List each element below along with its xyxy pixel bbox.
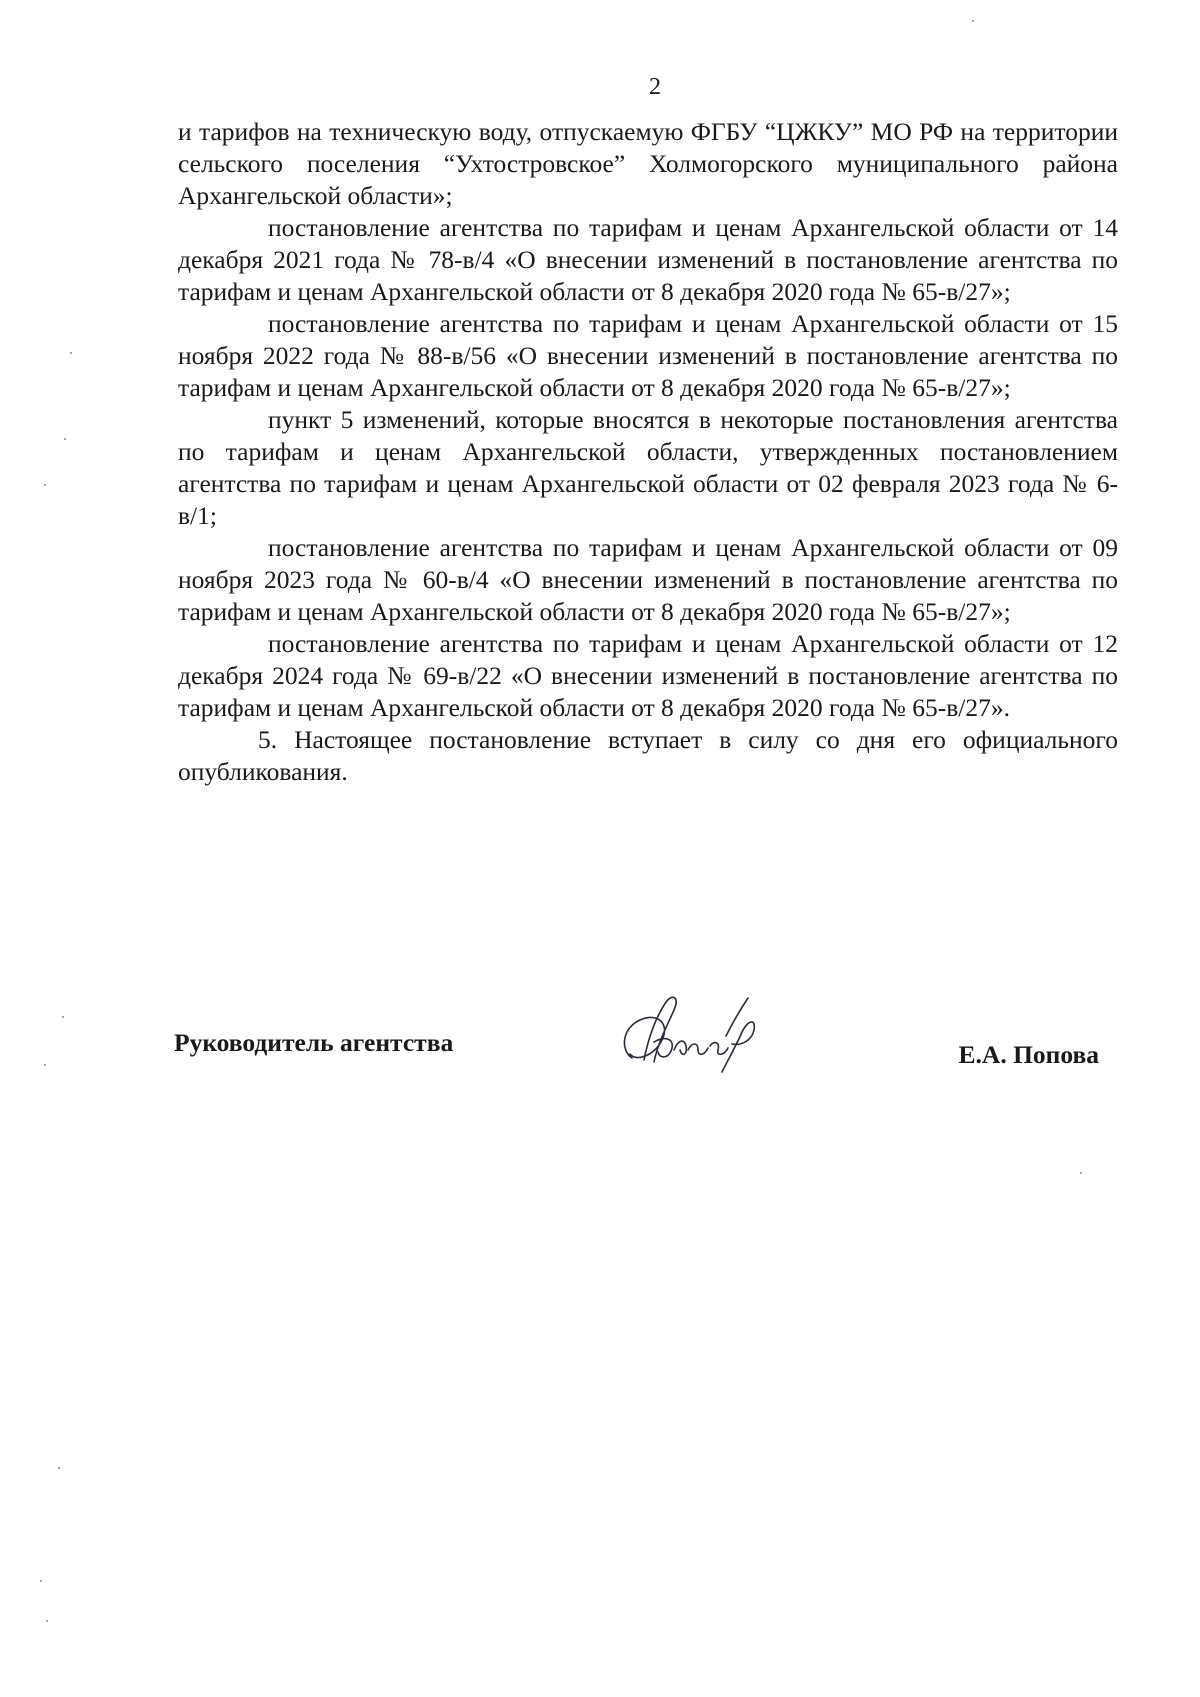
paragraph-resolution-2024: постановление агентства по тарифам и ценам Архангельской области от 12 декабря 2024 года № 69-в/22 «О внесении изменений в постановление агентства по тарифам и ценам Архангельской области от 8 декабря 2020 года № 65-в/27».: [178, 629, 1118, 722]
scan-speck: [70, 352, 72, 354]
scan-speck: [40, 1580, 42, 1582]
scan-speck: [58, 1467, 60, 1469]
handwritten-signature: [614, 980, 774, 1090]
paragraph-resolution-2023: постановление агентства по тарифам и ценам Архангельской области от 09 ноября 2023 года № 60-в/4 «О внесении изменений в постановление агентства по тарифам и ценам Архангельской области от 8 декабря 2020 года № 65-в/27»;: [178, 533, 1118, 626]
scan-speck: [972, 20, 974, 22]
scan-speck: [64, 438, 66, 440]
signatory-name: Е.А. Попова: [958, 1040, 1099, 1069]
scan-speck: [44, 1064, 46, 1066]
paragraph-resolution-2021: постановление агентства по тарифам и ценам Архангельской области от 14 декабря 2021 года № 78-в/4 «О внесении изменений в постановление агентства по тарифам и ценам Архангельской области от 8 декабря 2020 года № 65-в/27»;: [178, 213, 1118, 306]
scan-speck: [62, 1016, 64, 1018]
paragraph-clause-5-2023: пункт 5 изменений, которые вносятся в некоторые постановления агентства по тарифам и ценам Архангельской области, утвержденных постановлением агентства по тарифам и ценам Архангельской области от 02 февраля 2023 года № 6-в/1;: [178, 405, 1118, 530]
scan-speck: [44, 484, 46, 486]
page-number: 2: [649, 74, 661, 100]
paragraph-continuation: и тарифов на техническую воду, отпускаемую ФГБУ “ЦЖКУ” МО РФ на территории сельского поселения “Ухтостровское” Холмогорского муниципального района Архангельской области»;: [178, 117, 1118, 210]
scan-speck: [1080, 1172, 1082, 1174]
paragraph-resolution-2022: постановление агентства по тарифам и ценам Архангельской области от 15 ноября 2022 года № 88-в/56 «О внесении изменений в постановление агентства по тарифам и ценам Архангельской области от 8 декабря 2020 года № 65-в/27»;: [178, 309, 1118, 402]
signatory-position: Руководитель агентства: [174, 1028, 454, 1057]
scan-speck: [46, 1620, 48, 1622]
paragraph-effective-date: 5. Настоящее постановление вступает в силу со дня его официального опубликования.: [178, 725, 1118, 786]
document-body: [178, 116, 1118, 788]
signature-block: [174, 1000, 1099, 1110]
